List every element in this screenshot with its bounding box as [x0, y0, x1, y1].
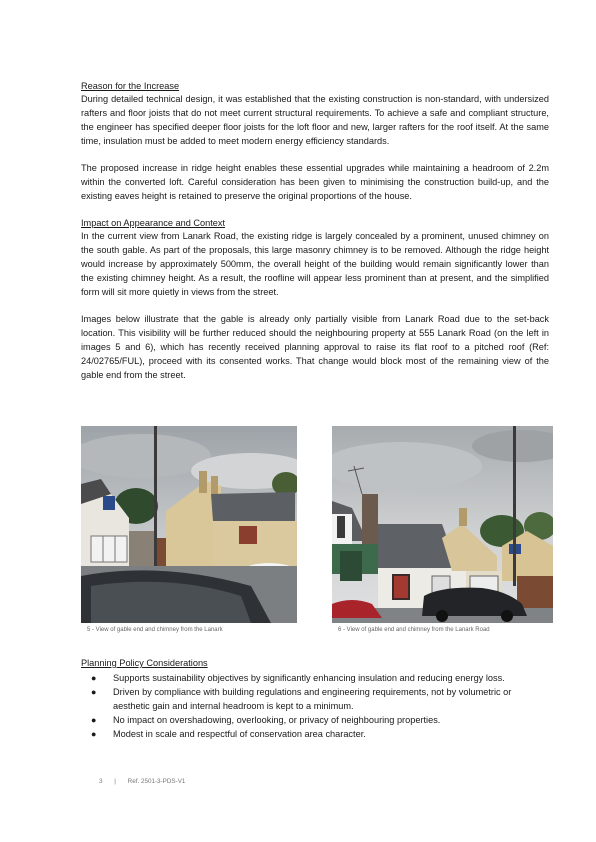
- paragraph-impact-2: Images below illustrate that the gable is already only partially visible from Lanark Road due to the set-back location. This visibility will be further reduced should the neighbouring property at 555 Lanark Road (on the left in images 5 and 6), which has recently received planning approval to raise its flat roof to a pitched roof (Ref: 24/02765/FUL), proceed with its consented works. That change would block most of the remaining view of the gable end from the street.: [81, 314, 549, 380]
- policy-list: [81, 672, 549, 742]
- page-footer: [99, 778, 195, 785]
- list-item: ● Driven by compliance with building regulations and engineering requirements, not by volumetric or aesthetic gain and internal headroom is kept to a minimum.: [91, 686, 512, 711]
- main-text: [81, 80, 549, 383]
- caption-photo-6: 6 - View of gable end and chimney from the Lanark Road: [338, 627, 490, 633]
- list-item: ● Supports sustainability objectives by significantly enhancing insulation and reducing energy loss.: [81, 672, 549, 686]
- heading-reason: Reason for the Increase: [81, 81, 180, 91]
- paragraph-reason-2: The proposed increase in ridge height enables these essential upgrades while maintaining a headroom of 2.2m within the converted loft. Careful consideration has been given to minimising the construction build-up, and the existing eaves height is retained to preserve the original proportions of the house.: [81, 163, 549, 201]
- photo-5: [81, 426, 297, 623]
- bullet-icon: ●: [91, 714, 97, 725]
- footer-separator: |: [114, 778, 116, 785]
- paragraph-impact-1: In the current view from Lanark Road, the existing ridge is largely concealed by a prominent, unused chimney on the south gable. As part of the proposals, this large masonry chimney is to be removed. Although the ridge height would increase by approximately 500mm, the overall height of the building would remain significantly lower than the existing chimney height. As a result, the roofline will appear less prominent than at present, and the simplified form will sit more quietly in views from the street.: [81, 231, 549, 297]
- heading-policy: Planning Policy Considerations: [81, 658, 208, 668]
- policy-section: [81, 657, 549, 742]
- document-reference: Ref. 2501-3-PDS-V1: [127, 778, 186, 785]
- bullet-icon: ●: [91, 728, 97, 739]
- bullet-icon: ●: [91, 686, 97, 697]
- list-item: ● No impact on overshadowing, overlooking, or privacy of neighbouring properties.: [81, 714, 549, 728]
- paragraph-reason-1: During detailed technical design, it was established that the existing construction is non-standard, with undersized rafters and floor joists that do not meet current structural requirements. To achieve a safe and compliant structure, the engineer has specified deeper floor joists for the loft floor and new, larger rafters for the roof itself. At the same time, insulation must be added to meet modern energy efficiency standards.: [81, 94, 549, 146]
- photo-row: [81, 426, 553, 641]
- list-item: ● Modest in scale and respectful of conservation area character.: [81, 728, 549, 742]
- heading-impact: Impact on Appearance and Context: [81, 218, 226, 229]
- caption-photo-5: 5 - View of gable end and chimney from the Lanark: [87, 627, 223, 633]
- bullet-icon: ●: [91, 673, 97, 683]
- photo-6: [332, 426, 553, 623]
- page-number: 3: [99, 778, 103, 785]
